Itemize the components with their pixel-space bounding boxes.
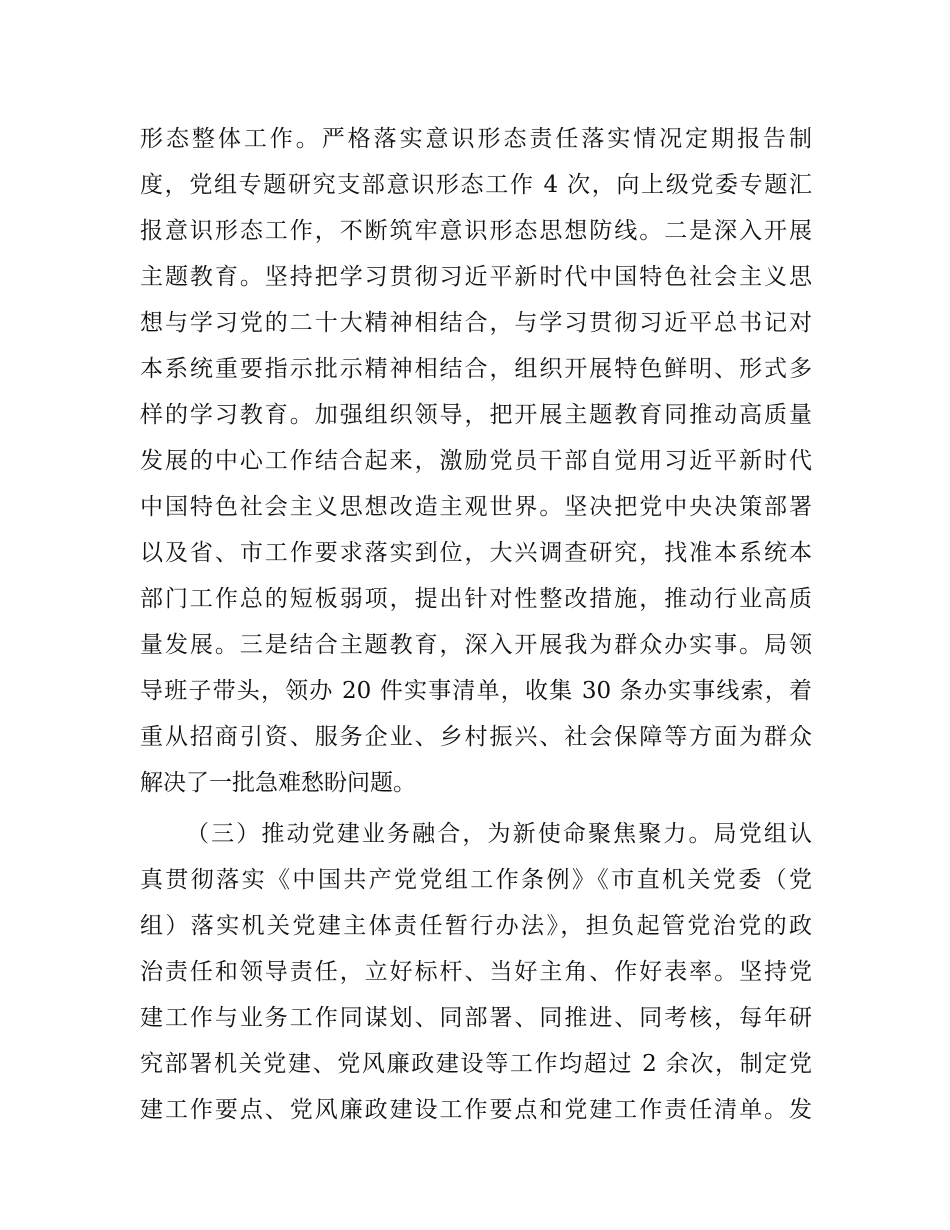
body-text-line: 样的学习教育。加强组织领导，把开展主题教育同推动高质量 <box>140 402 812 428</box>
body-text-line: 导班子带头，领办 20 件实事清单，收集 30 条办实事线索，着 <box>140 678 812 704</box>
body-text-line: 度，党组专题研究支部意识形态工作 4 次，向上级党委专题汇 <box>140 172 812 198</box>
body-text-line: 以及省、市工作要求落实到位，大兴调查研究，找准本系统本 <box>140 540 812 566</box>
section-heading-line: （三）推动党建业务融合，为新使命聚焦聚力。局党组认 <box>186 821 812 847</box>
body-text-line: 真贯彻落实《中国共产党党组工作条例》《市直机关党委（党 <box>140 867 812 893</box>
body-text-line: 量发展。三是结合主题教育，深入开展我为群众办实事。局领 <box>140 632 812 658</box>
body-text-line: 建工作要点、党风廉政建设工作要点和党建工作责任清单。发 <box>140 1097 812 1123</box>
body-text-line: 究部署机关党建、党风廉政建设等工作均超过 2 余次，制定党 <box>140 1051 812 1077</box>
body-text-line: 形态整体工作。严格落实意识形态责任落实情况定期报告制 <box>140 126 812 152</box>
body-text-line: 发展的中心工作结合起来，激励党员干部自觉用习近平新时代 <box>140 448 812 474</box>
body-text-line: 组）落实机关党建主体责任暂行办法》，担负起管党治党的政 <box>140 913 812 939</box>
body-text-line: 建工作与业务工作同谋划、同部署、同推进、同考核，每年研 <box>140 1005 812 1031</box>
body-text-line: 重从招商引资、服务企业、乡村振兴、社会保障等方面为群众 <box>140 724 812 750</box>
body-text-line: 部门工作总的短板弱项，提出针对性整改措施，推动行业高质 <box>140 586 812 612</box>
body-text-line: 报意识形态工作，不断筑牢意识形态思想防线。二是深入开展 <box>140 218 812 244</box>
body-text-line: 治责任和领导责任，立好标杆、当好主角、作好表率。坚持党 <box>140 959 812 985</box>
body-text-line: 想与学习党的二十大精神相结合，与学习贯彻习近平总书记对 <box>140 310 812 336</box>
body-text-line: 本系统重要指示批示精神相结合，组织开展特色鲜明、形式多 <box>140 356 812 382</box>
body-text-line: 主题教育。坚持把学习贯彻习近平新时代中国特色社会主义思 <box>140 264 812 290</box>
body-text-line: 中国特色社会主义思想改造主观世界。坚决把党中央决策部署 <box>140 494 812 520</box>
body-text-line: 解决了一批急难愁盼问题。 <box>140 770 416 796</box>
